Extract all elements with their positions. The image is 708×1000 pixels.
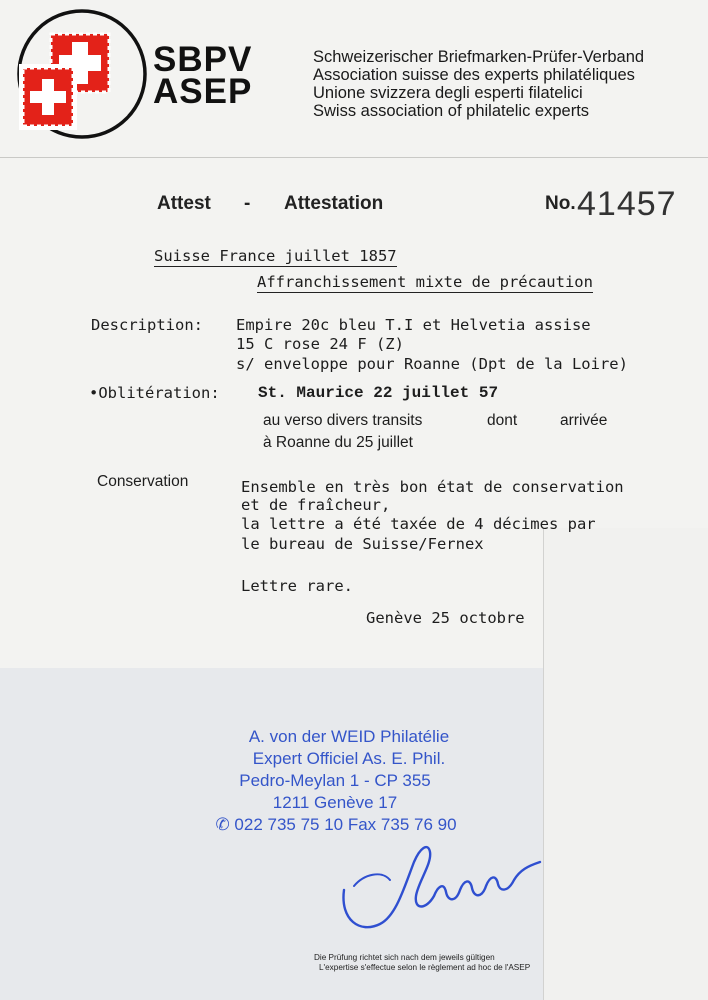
expert-stamp-title: Expert Officiel As. E. Phil.: [252, 749, 446, 768]
expert-signature-icon: [330, 830, 560, 940]
logo-text-asep: ASEP: [153, 72, 253, 111]
footer-line-de: Die Prüfung richtet sich nach dem jeweils gültigen: [314, 953, 495, 962]
certificate-number: 41457: [577, 185, 677, 223]
header-fold-line: [0, 157, 708, 158]
expert-stamp-street: Pedro-Meylan 1 - CP 355: [239, 771, 431, 790]
swiss-stamp-logo-icon: [13, 6, 147, 152]
obliteration-line-3: à Roanne du 25 juillet: [263, 434, 413, 451]
association-name-fr: Association suisse des experts philatéliques: [313, 66, 635, 84]
attest-dash: -: [244, 193, 251, 214]
description-label: Description:: [91, 316, 203, 334]
conservation-line-4: le bureau de Suisse/Fernex: [241, 535, 484, 553]
attestation-label: Attestation: [284, 193, 384, 214]
association-name-en: Swiss association of philatelic experts: [313, 102, 590, 120]
obliteration-line-1: St. Maurice 22 juillet 57: [258, 384, 499, 402]
conservation-line-3: la lettre a été taxée de 4 décimes par: [241, 515, 596, 533]
expert-stamp-city: 1211 Genève 17: [272, 793, 398, 812]
footer-line-fr: L'expertise s'effectue selon le règlement ad hoc de l'ASEP: [319, 963, 531, 972]
obliteration-line-2b: dont: [487, 412, 518, 429]
conservation-line-1: Ensemble en très bon état de conservation: [241, 478, 624, 496]
association-name-de: Schweizerischer Briefmarken-Prüfer-Verband: [313, 48, 645, 66]
overlapping-paper-panel: [543, 528, 708, 1000]
conservation-line-2: et de fraîcheur,: [241, 496, 391, 514]
obliteration-label: •Oblitération:: [89, 384, 220, 402]
logo-text-sbpv: SBPV: [153, 40, 253, 79]
attest-label: Attest: [157, 193, 211, 214]
description-line-1: Empire 20c bleu T.I et Helvetia assise: [236, 316, 591, 334]
obliteration-line-2a: au verso divers transits: [263, 412, 423, 429]
subject-line-2: Affranchissement mixte de précaution: [257, 273, 593, 291]
obliteration-line-2c: arrivée: [560, 412, 608, 429]
remark-text: Lettre rare.: [241, 577, 353, 595]
number-label: No.: [545, 193, 576, 214]
expert-stamp-phone: ✆ 022 735 75 10 Fax 735 76 90: [215, 815, 457, 834]
association-name-it: Unione svizzera degli esperti filatelici: [313, 84, 583, 102]
description-line-2: 15 C rose 24 F (Z): [236, 335, 404, 353]
subject-line-1: Suisse France juillet 1857: [154, 247, 397, 265]
description-line-3: s/ enveloppe pour Roanne (Dpt de la Loire): [236, 355, 628, 373]
place-date: Genève 25 octobre: [366, 609, 525, 627]
expert-stamp-name: A. von der WEID Philatélie: [248, 727, 450, 746]
conservation-label: Conservation: [97, 473, 189, 490]
